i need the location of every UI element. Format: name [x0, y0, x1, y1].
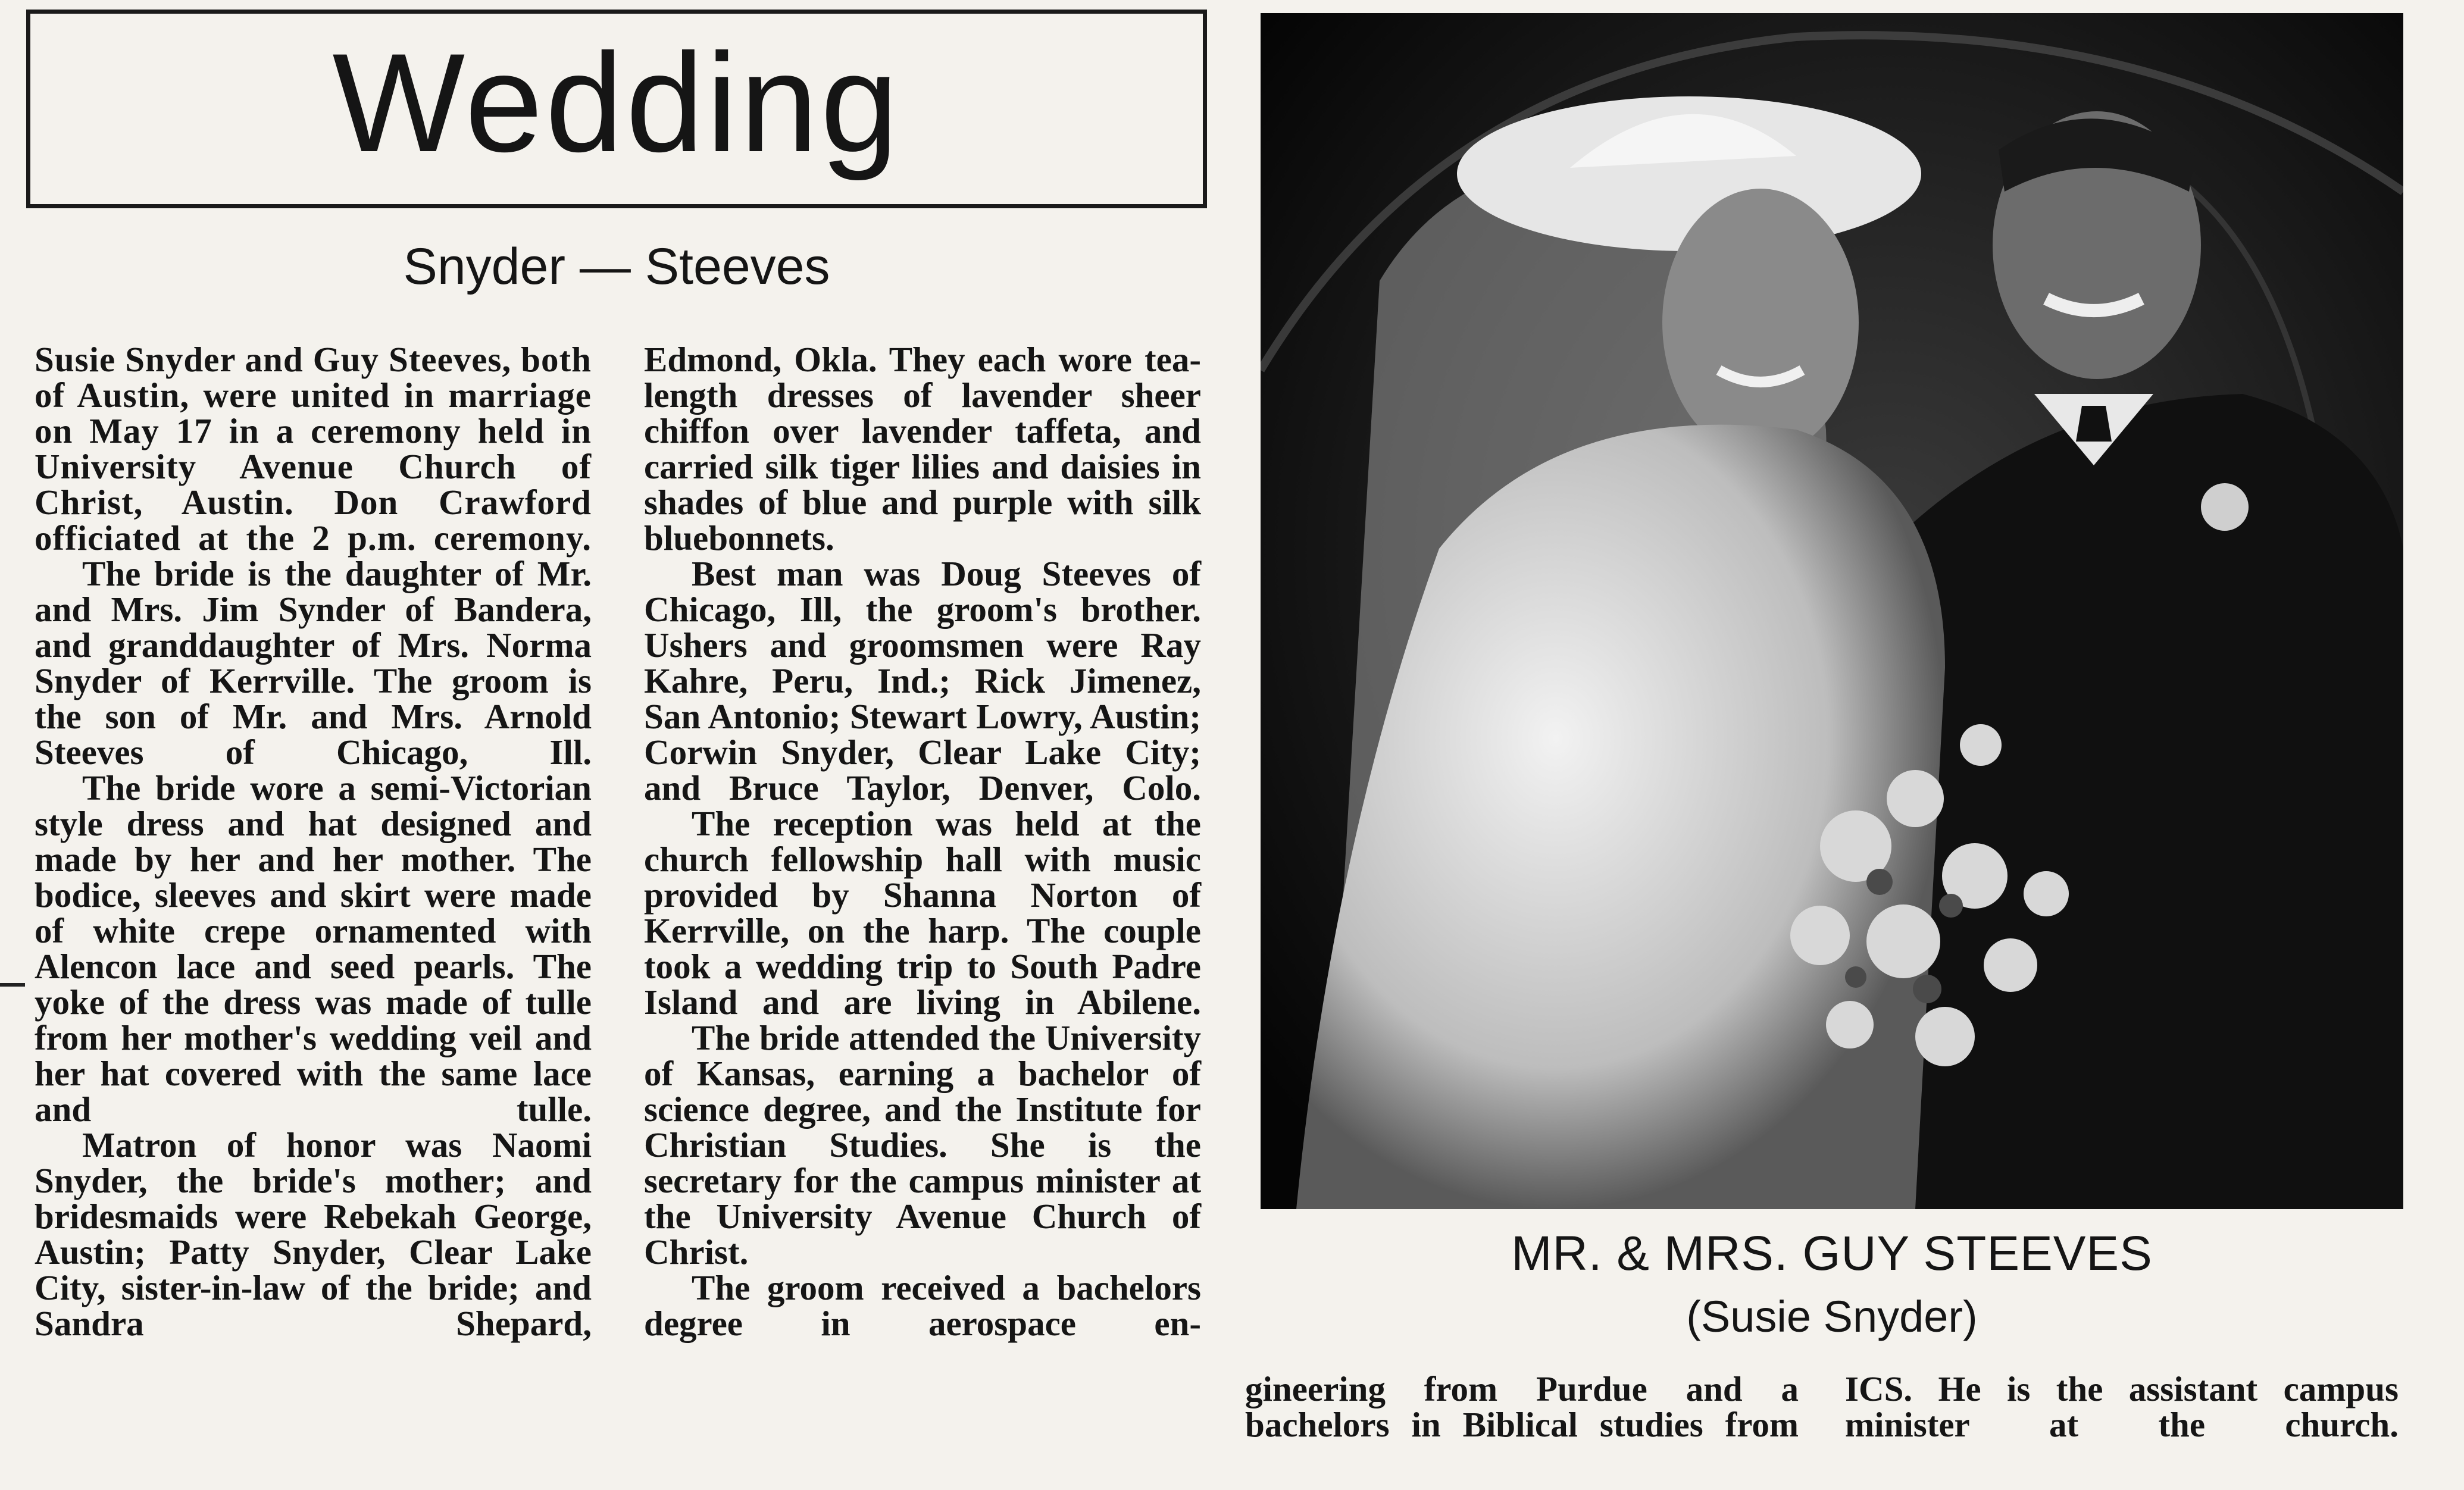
paragraph: Best man was Doug Steeves of Chicago, Ill, the groom's brother. Ushers and groomsmen were Ray Kahre, Peru, Ind.; Rick Jimenez, San Antonio; Stewart Lowry, Austin; Corwin Snyder, Clear Lake City; and Bruce Taylor, Denver, Colo. [644, 554, 1201, 807]
photo-caption-subtitle: (Susie Snyder) [1686, 1292, 1978, 1341]
section-title: Wedding [332, 24, 901, 181]
paragraph: The bride attended the University of Kansas, earning a bachelor of science degree, and the Institute for Christian Studies. She is the secretary for the campus minister at the University Avenue Church of Christ. [644, 1018, 1201, 1272]
article-continuation-right: ICS. He is the assistant campus minister at the church. [1845, 1369, 2399, 1444]
wedding-photo-illustration [1261, 13, 2403, 1209]
paragraph: Edmond, Okla. They each wore tea-length dresses of lavender sheer chiffon over lavender taffeta, and carried silk tiger lilies and daisies in shades of blue and purple with silk bluebonnets. [644, 340, 1201, 558]
paragraph: The bride is the daughter of Mr. and Mrs. Jim Synder of Bandera, and granddaughter of Mrs. Norma Snyder of Kerrville. The groom is the son of Mr. and Mrs. Arnold Steeves of Chicago, Ill. [35, 554, 592, 772]
margin-dash [0, 983, 25, 987]
photo-caption-name: MR. & MRS. GUY STEEVES [1511, 1226, 2153, 1281]
paragraph: The groom received a bachelors degree in aerospace en- [644, 1268, 1201, 1343]
article-subhead: Snyder — Steeves [403, 238, 830, 295]
article-column-1 [35, 342, 592, 1341]
section-header-box [26, 10, 1207, 208]
wedding-photo [1261, 13, 2403, 1209]
article-column-2 [644, 342, 1201, 1341]
paragraph: Matron of honor was Naomi Snyder, the bride's mother; and bridesmaids were Rebekah George, Austin; Patty Snyder, Clear Lake City, sister-in-law of the bride; and Sandra Shepard, [35, 1125, 592, 1343]
paragraph: The bride wore a semi-Victorian style dress and hat designed and made by her and her mother. The bodice, sleeves and skirt were made of white crepe ornamented with Alencon lace and seed pearls. The yoke of the dress was made of tulle from her mother's wedding veil and her hat covered with the same lace and tulle. [35, 768, 592, 1129]
paragraph: The reception was held at the church fellowship hall with music provided by Shanna Norton of Kerrville, on the harp. The couple took a wedding trip to South Padre Island and are living in Abilene. [644, 804, 1201, 1022]
article-continuation-left: gineering from Purdue and a bachelors in Biblical studies from [1245, 1369, 1799, 1444]
paragraph: Susie Snyder and Guy Steeves, both of Austin, were united in marriage on May 17 in a ceremony held in University Avenue Church of Christ, Austin. Don Crawford officiated at the 2 p.m. ceremony. [35, 340, 592, 558]
